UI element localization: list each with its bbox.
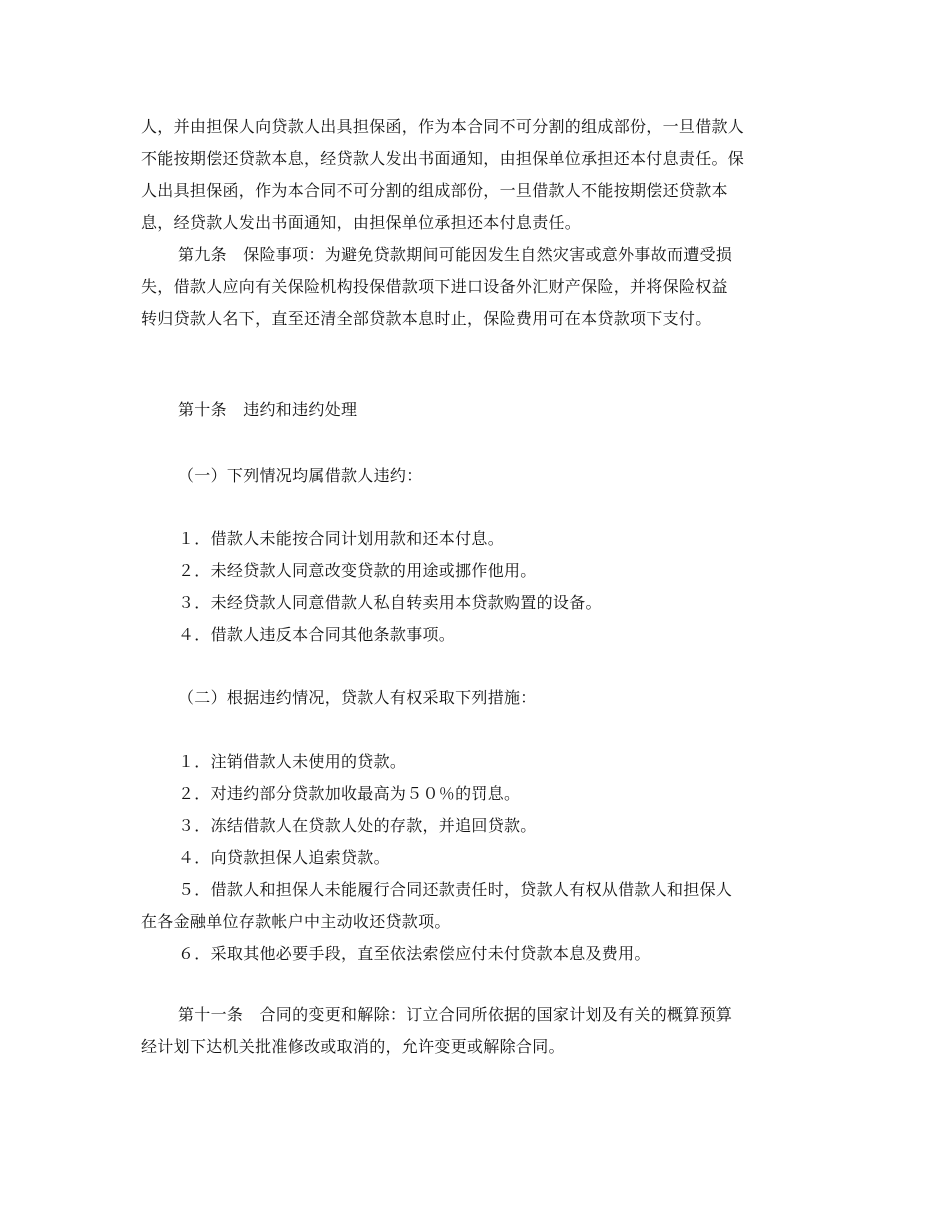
paragraph-line: 转归贷款人名下，直至还清全部贷款本息时止，保险费用可在本贷款项下支付。	[141, 309, 712, 328]
paragraph-line: 经计划下达机关批准修改或取消的，允许变更或解除合同。	[141, 1037, 565, 1056]
list-item: ５．借款人和担保人未能履行合同还款责任时，贷款人有权从借款人和担保人	[178, 880, 733, 899]
section-2-heading	[141, 682, 811, 714]
paragraph-line: 不能按期偿还贷款本息，经贷款人发出书面通知，由担保单位承担还本付息责任。保	[141, 149, 745, 168]
list-item-continuation: 在各金融单位存款帐户中主动收还贷款项。	[141, 912, 451, 931]
list-item: ３．冻结借款人在贷款人处的存款，并追回贷款。	[178, 816, 537, 835]
list-item: １．注销借款人未使用的贷款。	[178, 752, 407, 771]
paragraph-line: 人出具担保函，作为本合同不可分割的组成部份，一旦借款人不能按期偿还贷款本	[141, 181, 728, 200]
list-item: ６．采取其他必要手段，直至依法索偿应付未付贷款本息及费用。	[178, 944, 651, 963]
list-item: ４．向贷款担保人追索贷款。	[178, 848, 390, 867]
section-1-list	[141, 523, 811, 651]
section-1-heading	[141, 460, 811, 492]
paragraph-line: 失，借款人应向有关保险机构投保借款项下进口设备外汇财产保险，并将保险权益	[141, 277, 728, 296]
article-11-modification	[141, 999, 811, 1063]
list-item: ２．未经贷款人同意改变贷款的用途或挪作他用。	[178, 561, 537, 580]
section-title: （一）下列情况均属借款人违约：	[178, 466, 423, 485]
paragraph-line: 第十一条 合同的变更和解除：订立合同所依据的国家计划及有关的概算预算	[178, 1005, 733, 1024]
list-item: １．借款人未能按合同计划用款和还本付息。	[178, 529, 505, 548]
article-10-heading	[141, 394, 811, 426]
paragraph-line: 第九条 保险事项：为避免贷款期间可能因发生自然灾害或意外事故而遭受损	[178, 245, 733, 264]
article-9-insurance	[141, 239, 811, 335]
section-title: （二）根据违约情况，贷款人有权采取下列措施：	[178, 688, 537, 707]
list-item: ３．未经贷款人同意借款人私自转卖用本贷款购置的设备。	[178, 593, 602, 612]
section-2-list	[141, 746, 811, 970]
paragraph-line: 息，经贷款人发出书面通知，由担保单位承担还本付息责任。	[141, 213, 582, 232]
guarantee-paragraph	[141, 111, 811, 239]
paragraph-line: 人，并由担保人向贷款人出具担保函，作为本合同不可分割的组成部份，一旦借款人	[141, 117, 745, 136]
list-item: ２．对违约部分贷款加收最高为５０％的罚息。	[178, 784, 521, 803]
article-title: 第十条 违约和违约处理	[178, 400, 358, 419]
list-item: ４．借款人违反本合同其他条款事项。	[178, 625, 456, 644]
